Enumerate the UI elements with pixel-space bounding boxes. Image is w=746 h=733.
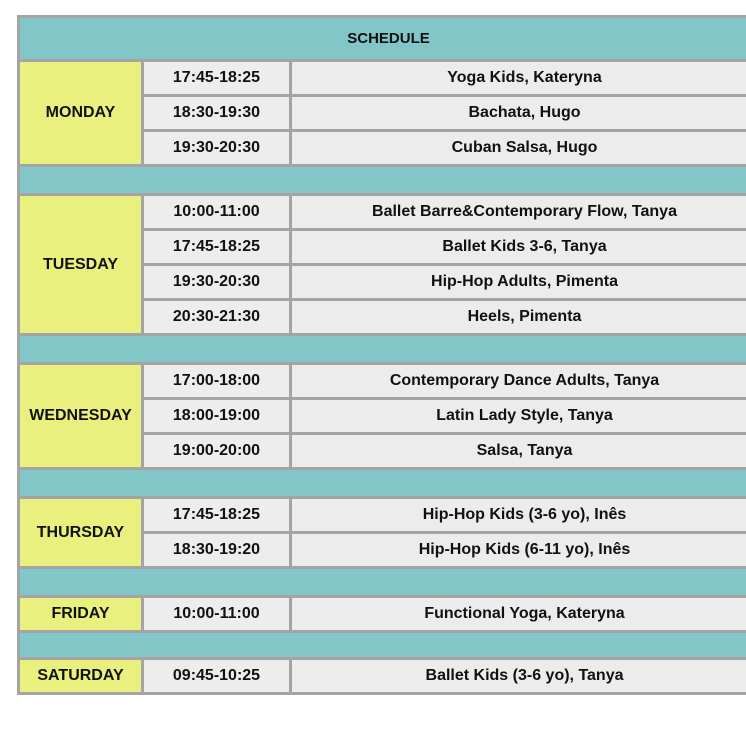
class-name: Heels, Pimenta	[291, 300, 746, 335]
class-time: 19:30-20:30	[143, 265, 291, 300]
day-separator	[19, 166, 746, 195]
day-label-tuesday: TUESDAY	[19, 195, 143, 335]
class-time: 10:00-11:00	[143, 195, 291, 230]
class-name: Bachata, Hugo	[291, 96, 746, 131]
class-name: Functional Yoga, Kateryna	[291, 597, 746, 632]
class-name: Hip-Hop Adults, Pimenta	[291, 265, 746, 300]
class-name: Hip-Hop Kids (6-11 yo), Inês	[291, 533, 746, 568]
class-name: Ballet Kids 3-6, Tanya	[291, 230, 746, 265]
class-time: 18:30-19:30	[143, 96, 291, 131]
day-separator	[19, 632, 746, 659]
class-time: 17:45-18:25	[143, 498, 291, 533]
table-row	[19, 659, 746, 694]
table-row	[19, 498, 746, 533]
class-name: Contemporary Dance Adults, Tanya	[291, 364, 746, 399]
schedule-title: SCHEDULE	[19, 17, 746, 61]
class-time: 17:45-18:25	[143, 61, 291, 96]
table-row	[19, 597, 746, 632]
day-label-friday: FRIDAY	[19, 597, 143, 632]
class-name: Hip-Hop Kids (3-6 yo), Inês	[291, 498, 746, 533]
class-time: 10:00-11:00	[143, 597, 291, 632]
class-time: 19:00-20:00	[143, 434, 291, 469]
day-label-monday: MONDAY	[19, 61, 143, 166]
separator-cell	[19, 568, 746, 597]
separator-cell	[19, 469, 746, 498]
class-name: Salsa, Tanya	[291, 434, 746, 469]
separator-cell	[19, 632, 746, 659]
class-name: Ballet Barre&Contemporary Flow, Tanya	[291, 195, 746, 230]
day-label-thursday: THURSDAY	[19, 498, 143, 568]
day-label-wednesday: WEDNESDAY	[19, 364, 143, 469]
table-row	[19, 195, 746, 230]
class-name: Cuban Salsa, Hugo	[291, 131, 746, 166]
class-time: 17:00-18:00	[143, 364, 291, 399]
day-separator	[19, 469, 746, 498]
class-time: 09:45-10:25	[143, 659, 291, 694]
class-time: 17:45-18:25	[143, 230, 291, 265]
day-separator	[19, 568, 746, 597]
schedule-table-container	[17, 15, 746, 733]
day-label-saturday: SATURDAY	[19, 659, 143, 694]
table-row	[19, 61, 746, 96]
class-name: Yoga Kids, Kateryna	[291, 61, 746, 96]
separator-cell	[19, 335, 746, 364]
day-separator	[19, 335, 746, 364]
schedule-table	[17, 15, 746, 695]
class-name: Latin Lady Style, Tanya	[291, 399, 746, 434]
class-time: 19:30-20:30	[143, 131, 291, 166]
separator-cell	[19, 166, 746, 195]
class-time: 18:00-19:00	[143, 399, 291, 434]
class-name: Ballet Kids (3-6 yo), Tanya	[291, 659, 746, 694]
class-time: 20:30-21:30	[143, 300, 291, 335]
class-time: 18:30-19:20	[143, 533, 291, 568]
table-row	[19, 364, 746, 399]
